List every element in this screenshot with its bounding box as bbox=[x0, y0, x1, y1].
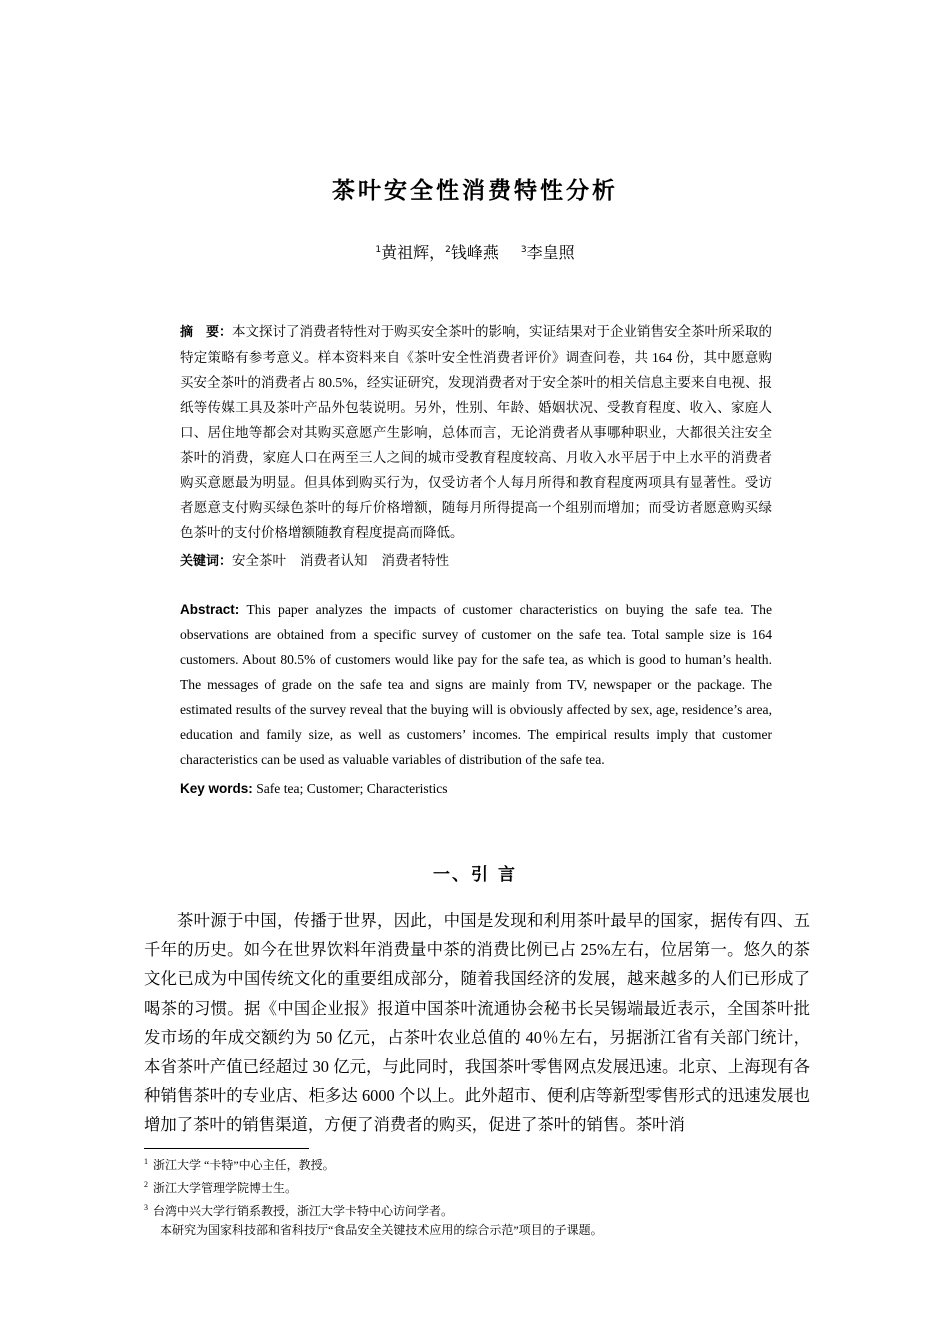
footnote-divider bbox=[144, 1148, 309, 1149]
english-abstract-text: This paper analyzes the impacts of customer characteristics on buying the safe tea. The observations are obtained from a specific survey of customer on the safe tea. Total sample size is 164 customers. About 80.5% of customers would like pay for the safe tea, as which is good to human’s health. The messages of grade on the safe tea and signs are mainly from TV, newspaper or the package. The estimated results of the survey reveal that the buying will is obviously affected by sex, age, residence’s area, education and family size, as well as customers’ incomes. The empirical results imply that customer characteristics can be used as valuable variables of distribution of the safe tea. bbox=[180, 602, 772, 767]
english-keywords bbox=[180, 776, 772, 801]
chinese-abstract-label: 摘 要： bbox=[180, 325, 233, 340]
english-keywords-label: Key words: bbox=[180, 781, 253, 796]
author-2-name: 钱峰燕 bbox=[450, 243, 499, 262]
footnote-text: 浙江大学 “卡特”中心主任，教授。 bbox=[153, 1158, 335, 1172]
keyword-item: 消费者特性 bbox=[381, 553, 450, 568]
author-2-marker: 2 bbox=[445, 245, 451, 255]
author-1-name: 黄祖辉， bbox=[381, 243, 446, 262]
keyword-item: 消费者认知 bbox=[300, 553, 368, 568]
footnote-2 bbox=[144, 1175, 844, 1198]
footnote-text: 台湾中兴大学行销系教授，浙江大学卡特中心访问学者。 bbox=[153, 1204, 454, 1218]
footnote-marker: 1 bbox=[144, 1157, 148, 1166]
english-keywords-text: Safe tea; Customer; Characteristics bbox=[256, 781, 448, 796]
footnote-marker: 2 bbox=[144, 1180, 148, 1189]
footnote-marker: 3 bbox=[144, 1203, 148, 1212]
chinese-keywords bbox=[180, 548, 772, 574]
keyword-item: 安全茶叶 bbox=[232, 553, 287, 568]
footnote-text: 浙江大学管理学院博士生。 bbox=[153, 1181, 298, 1195]
english-abstract-label: Abstract: bbox=[180, 602, 240, 617]
footnote-1 bbox=[144, 1152, 844, 1175]
chinese-abstract-text: 本文探讨了消费者特性对于购买安全茶叶的影响，实证结果对于企业销售安全茶叶所采取的特定策略有参考意义。样本资料来自《茶叶安全性消费者评价》调查问卷，共 164 份，其中愿意购买安全茶叶的消费者占 80.5%，经实证研究，发现消费者对于安全茶叶的相关信息主要来自电视、报纸等传媒工具及茶叶产品外包装说明。另外，性别、年龄、婚姻状况、受教育程度、收入、家庭人口、居住地等都会对其购买意愿产生影响，总体而言，无论消费者从事哪种职业，大都很关注安全茶叶的消费，家庭人口在两至三人之间的城市受教育程度较高、月收入水平居于中上水平的消费者购买意愿最为明显。但具体到购买行为，仅受访者个人每月所得和教育程度两项具有显著性。受访者愿意支付购买绿色茶叶的每斤价格增额，随每月所得提高一个组别而增加；而受访者愿意购买绿色茶叶的支付价格增额随教育程度提高而降低。 bbox=[180, 324, 773, 540]
author-3-name: 李皇照 bbox=[526, 243, 575, 262]
paper-title: 茶叶安全性消费特性分析 bbox=[332, 177, 618, 204]
author-1-marker: 1 bbox=[375, 245, 382, 255]
footnote-3 bbox=[144, 1198, 844, 1221]
body-paragraph: 茶叶源于中国，传播于世界，因此，中国是发现和利用茶叶最早的国家，据传有四、五千年的历史。如今在世界饮料年消费量中茶的消费比例已占 25%左右，位居第一。悠久的茶文化已成为中国传统文化的重要组成部分，随着我国经济的发展，越来越多的人们已形成了喝茶的习惯。据《中国企业报》报道中国茶叶流通协会秘书长吴锡端最近表示，全国茶叶批发市场的年成交额约为 50 亿元，占茶叶农业总值的 40％左右，另据浙江省有关部门统计，本省茶叶产值已经超过 30 亿元，与此同时，我国茶叶零售网点发展迅速。北京、上海现有各种销售茶叶的专业店、柜多达 6000 个以上。此外超市、便利店等新型零售形式的迅速发展也增加了茶叶的销售渠道，方便了消费者的购买，促进了茶叶的销售。茶叶消 bbox=[144, 911, 810, 1135]
chinese-keywords-label: 关键词： bbox=[180, 554, 233, 569]
english-abstract bbox=[180, 597, 772, 772]
chinese-abstract bbox=[180, 319, 772, 545]
footnotes bbox=[144, 1152, 844, 1240]
author-line bbox=[0, 240, 950, 263]
funding-note: 本研究为国家科技部和省科技厅“食品安全关键技术应用的综合示范”项目的子课题。 bbox=[160, 1223, 603, 1237]
section-heading-introduction: 一、引 言 bbox=[433, 865, 517, 885]
author-3-marker: 3 bbox=[520, 245, 527, 255]
